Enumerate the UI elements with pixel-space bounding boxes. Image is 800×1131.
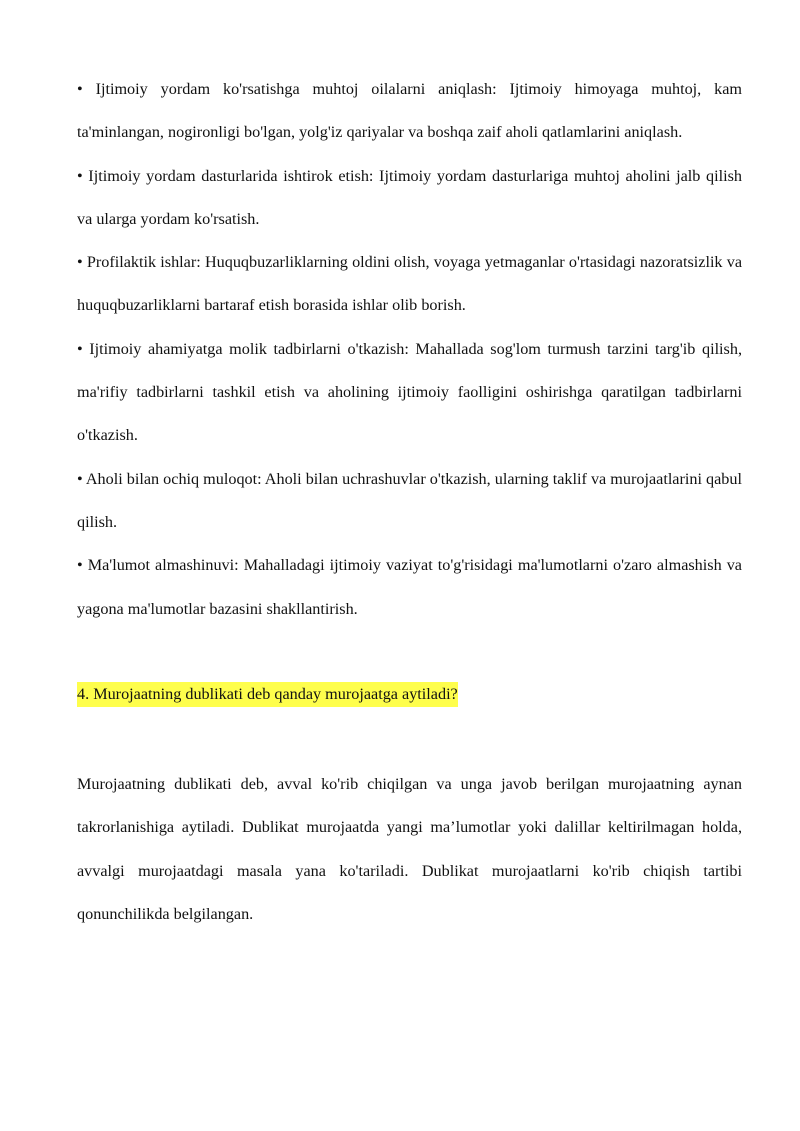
section-heading — [77, 673, 742, 716]
bullet-open-dialogue: • Aholi bilan ochiq muloqot: Aholi bilan uchrashuvlar o'tkazish, ularning taklif va murojaatlarini qabul qilish. — [77, 469, 742, 531]
section-body-paragraph: Murojaatning dublikati deb, avval ko'rib chiqilgan va unga javob berilgan murojaatning aynan takrorlanishiga aytiladi. Dublikat murojaatda yangi ma’lumotlar yoki dalillar keltirilmagan holda, avvalgi murojaatdagi masala yana ko'tariladi. Dublikat murojaatlarni ko'rib chiqish tartibi qonunchilikda belgilangan. — [77, 775, 742, 924]
highlighted-heading-text: 4. Murojaatning dublikati deb qanday murojaatga aytiladi? — [77, 682, 458, 707]
bullet-information-exchange: • Ma'lumot almashinuvi: Mahalladagi ijtimoiy vaziyat to'g'risidagi ma'lumotlarni o'zaro almashish va yagona ma'lumotlar bazasini shakllantirish. — [77, 556, 742, 618]
document-page — [77, 68, 742, 936]
spacer — [77, 716, 742, 763]
bullet-social-help-families: • Ijtimoiy yordam ko'rsatishga muhtoj oilalarni aniqlash: Ijtimoiy himoyaga muhtoj, kam ta'minlangan, nogironligi bo'lgan, yolg'iz qariyalar va boshqa zaif aholi qatlamlarini aniqlash. — [77, 80, 742, 142]
bullet-prevention-work: • Profilaktik ishlar: Huquqbuzarliklarning oldini olish, voyaga yetmaganlar o'rtasidagi nazoratsizlik va huquqbuzarliklarni bartaraf etish borasida ishlar olib borish. — [77, 253, 742, 315]
bullet-social-programs: • Ijtimoiy yordam dasturlarida ishtirok etish: Ijtimoiy yordam dasturlariga muhtoj aholini jalb qilish va ularga yordam ko'rsatish. — [77, 166, 742, 228]
bullet-social-events: • Ijtimoiy ahamiyatga molik tadbirlarni o'tkazish: Mahallada sog'lom turmush tarzini targ'ib qilish, ma'rifiy tadbirlarni tashkil etish va aholining ijtimoiy faolligini oshirishga qaratilgan tadbirlarni o'tkazish. — [77, 339, 742, 445]
spacer — [77, 631, 742, 673]
